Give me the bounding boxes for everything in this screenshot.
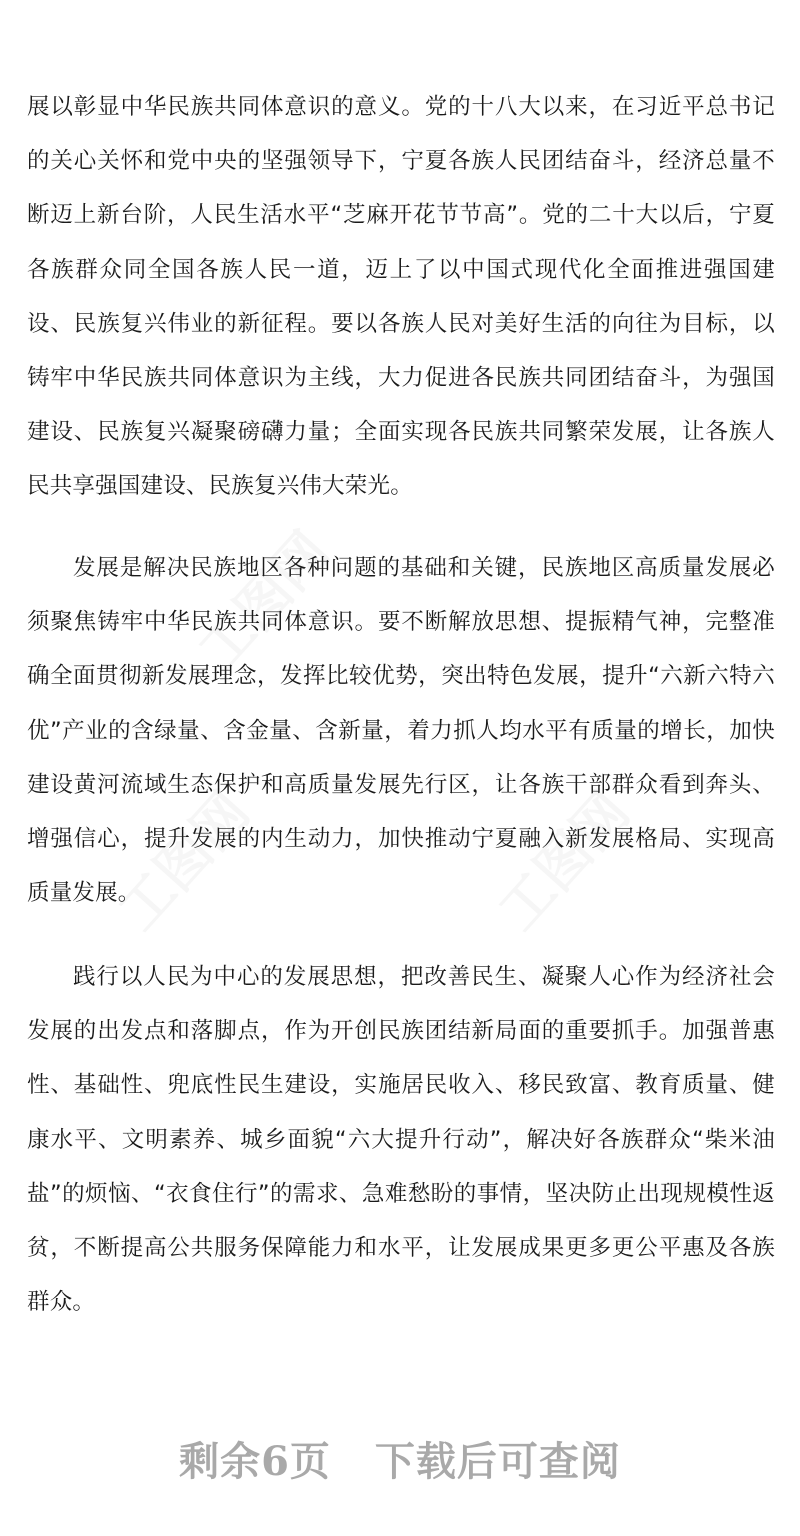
download-prompt-banner[interactable] <box>0 1430 800 1487</box>
remaining-pages-label: 剩余6页 <box>179 1438 331 1485</box>
body-paragraph-1: 展以彰显中华民族共同体意识的意义。党的十八大以来，在习近平总书记的关心关怀和党中央的坚强领导下，宁夏各族人民团结奋斗，经济总量不断迈上新台阶，人民生活水平“芝麻开花节节高”。党的二十大以后，宁夏各族群众同全国各族人民一道，迈上了以中国式现代化全面推进强国建设、民族复兴伟业的新征程。要以各族人民对美好生活的向往为目标，以铸牢中华民族共同体意识为主线，大力促进各民族共同团结奋斗，为强国建设、民族复兴凝聚磅礴力量；全面实现各民族共同繁荣发展，让各族人民共享强国建设、民族复兴伟大荣光。 <box>27 94 775 500</box>
body-paragraph-2: 发展是解决民族地区各种问题的基础和关键，民族地区高质量发展必须聚焦铸牢中华民族共同体意识。要不断解放思想、提振精气神，完整准确全面贯彻新发展理念，发挥比较优势，突出特色发展，提升“六新六特六优”产业的含绿量、含金量、含新量，着力抓人均水平有质量的增长，加快建设黄河流域生态保护和高质量发展先行区，让各族干部群众看到奔头、增强信心，提升发展的内生动力，加快推动宁夏融入新发展格局、实现高质量发展。 <box>27 555 775 907</box>
body-paragraph-3: 践行以人民为中心的发展思想，把改善民生、凝聚人心作为经济社会发展的出发点和落脚点，作为开创民族团结新局面的重要抓手。加强普惠性、基础性、兜底性民生建设，实施居民收入、移民致富、教育质量、健康水平、文明素养、城乡面貌“六大提升行动”，解决好各族群众“柴米油盐”的烦恼、“衣食住行”的需求、急难愁盼的事情，坚决防止出现规模性返贫，不断提高公共服务保障能力和水平，让发展成果更多更公平惠及各族群众。 <box>27 964 775 1316</box>
download-hint-label: 下载后可查阅 <box>374 1438 621 1485</box>
